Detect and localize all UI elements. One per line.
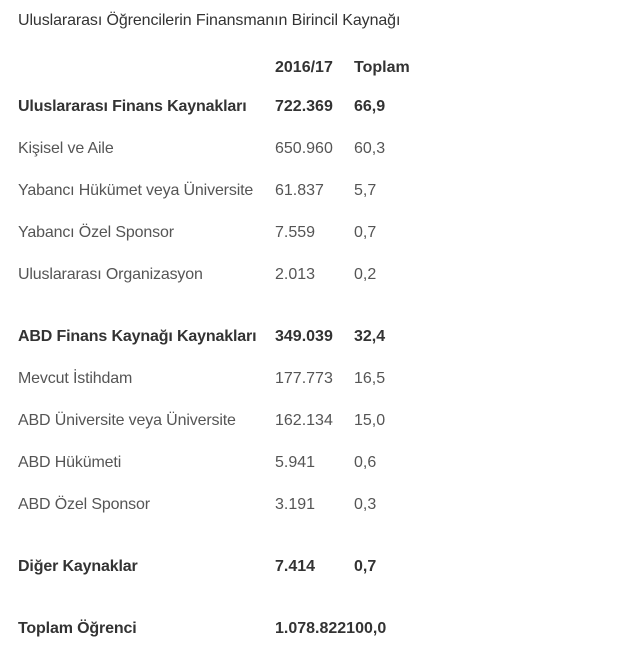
table-row xyxy=(0,368,640,390)
row-label: Diğer Kaynaklar xyxy=(18,558,138,575)
row-total-value: 5,7 xyxy=(354,182,377,199)
table-row xyxy=(0,494,640,516)
table-row xyxy=(0,410,640,432)
row-label: Uluslararası Finans Kaynakları xyxy=(18,98,247,115)
row-total-value: 0,6 xyxy=(354,454,377,471)
row-total-value: 0,7 xyxy=(354,224,377,241)
row-total-value: 15,0 xyxy=(354,412,386,429)
row-label: Mevcut İstihdam xyxy=(18,370,133,387)
row-year-value: 349.039 xyxy=(275,328,333,345)
row-total-value: 16,5 xyxy=(354,370,386,387)
row-label: ABD Finans Kaynağı Kaynakları xyxy=(18,328,257,345)
row-year-value: 5.941 xyxy=(275,454,316,471)
row-year-value: 7.559 xyxy=(275,224,316,241)
row-total-value: 66,9 xyxy=(354,98,386,115)
page-title: Uluslararası Öğrencilerin Finansmanın Birincil Kaynağı xyxy=(18,12,401,29)
row-year-value: 3.191 xyxy=(275,496,316,513)
row-year-value: 61.837 xyxy=(275,182,324,199)
row-label: Kişisel ve Aile xyxy=(18,140,114,157)
row-label: Uluslararası Organizasyon xyxy=(18,266,203,283)
column-header-total: Toplam xyxy=(354,59,410,76)
row-year-value: 162.134 xyxy=(275,412,333,429)
row-total-value: 0,7 xyxy=(354,558,377,575)
table-row-total-students xyxy=(0,618,640,640)
row-label: ABD Hükümeti xyxy=(18,454,122,471)
row-total-value: 60,3 xyxy=(354,140,386,157)
table-row xyxy=(0,138,640,160)
column-header-year: 2016/17 xyxy=(275,59,333,76)
row-year-value: 722.369 xyxy=(275,98,333,115)
row-total-value: 0,2 xyxy=(354,266,377,283)
row-label: Yabancı Özel Sponsor xyxy=(18,224,174,241)
table-row-international-sources xyxy=(0,96,640,118)
row-total-value: 0,3 xyxy=(354,496,377,513)
row-year-value: 177.773 xyxy=(275,370,333,387)
table-row xyxy=(0,222,640,244)
row-label: Toplam Öğrenci xyxy=(18,620,137,637)
table-row xyxy=(0,452,640,474)
row-label: ABD Özel Sponsor xyxy=(18,496,150,513)
table-row-us-sources xyxy=(0,326,640,348)
table-row-other-sources xyxy=(0,556,640,578)
row-year-value: 650.960 xyxy=(275,140,333,157)
row-year-value: 1.078.822100,0 xyxy=(275,620,387,637)
row-label: Yabancı Hükümet veya Üniversite xyxy=(18,182,254,199)
table-row xyxy=(0,264,640,286)
row-year-value: 2.013 xyxy=(275,266,316,283)
row-year-value: 7.414 xyxy=(275,558,316,575)
row-total-value: 32,4 xyxy=(354,328,386,345)
table-row xyxy=(0,180,640,202)
row-label: ABD Üniversite veya Üniversite xyxy=(18,412,236,429)
